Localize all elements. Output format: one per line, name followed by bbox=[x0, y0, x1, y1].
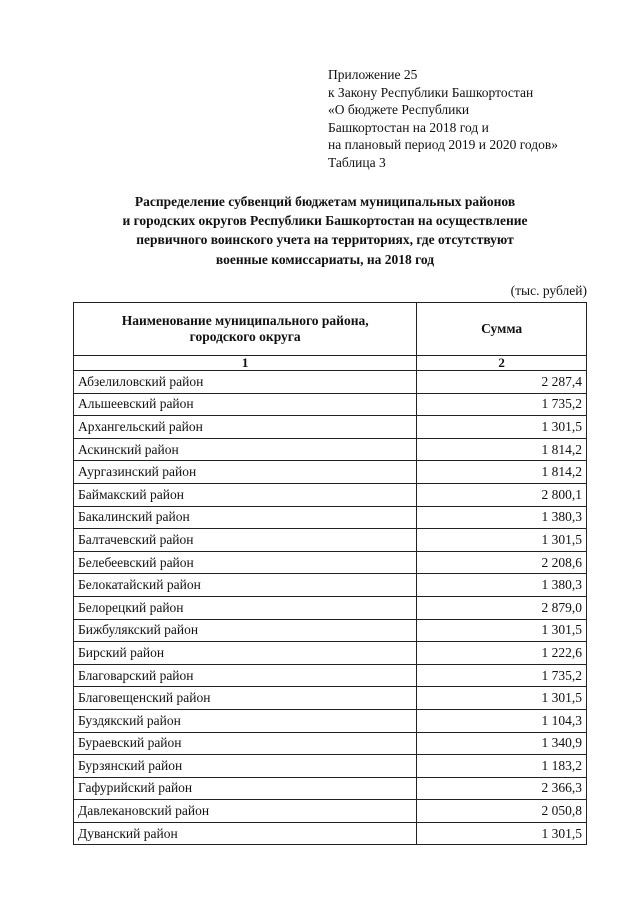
sum-cell: 1 380,3 bbox=[417, 506, 587, 529]
table-row bbox=[74, 551, 587, 574]
sum-cell: 1 814,2 bbox=[417, 461, 587, 484]
district-name-cell: Архангельский район bbox=[74, 416, 417, 439]
table-row bbox=[74, 619, 587, 642]
district-name-cell: Белорецкий район bbox=[74, 596, 417, 619]
table-body bbox=[74, 371, 587, 845]
district-name-cell: Благовещенский район bbox=[74, 687, 417, 710]
law-title-line2: Башкортостан на 2018 год и bbox=[328, 119, 489, 135]
district-name-cell: Бирский район bbox=[74, 642, 417, 665]
column-number-2: 2 bbox=[417, 356, 587, 371]
sum-cell: 2 366,3 bbox=[417, 777, 587, 800]
title-line1: Распределение субвенций бюджетам муниципальных районов bbox=[134, 194, 516, 209]
district-name-cell: Белебеевский район bbox=[74, 551, 417, 574]
district-name-cell: Бураевский район bbox=[74, 732, 417, 755]
law-title-line1: «О бюджете Республики bbox=[328, 102, 470, 118]
district-name-cell: Гафурийский район bbox=[74, 777, 417, 800]
document-title bbox=[60, 192, 590, 269]
sum-cell: 1 301,5 bbox=[417, 416, 587, 439]
title-line2: и городских округов Республики Башкортостан на осуществление bbox=[122, 213, 528, 229]
sum-cell: 2 879,0 bbox=[417, 596, 587, 619]
sum-cell: 1 301,5 bbox=[417, 822, 587, 845]
sum-cell: 1 301,5 bbox=[417, 529, 587, 552]
column-header-name bbox=[74, 303, 417, 356]
sum-cell: 1 735,2 bbox=[417, 393, 587, 416]
appendix-number: Приложение 25 bbox=[328, 67, 418, 82]
district-name-cell: Балтачевский район bbox=[74, 529, 417, 552]
law-title-line3: на плановый период 2019 и 2020 годов» bbox=[328, 137, 559, 153]
column-header-sum: Сумма bbox=[417, 303, 587, 356]
table-row bbox=[74, 709, 587, 732]
table-row bbox=[74, 732, 587, 755]
table-row bbox=[74, 822, 587, 845]
table-row bbox=[74, 664, 587, 687]
table-row bbox=[74, 506, 587, 529]
sum-cell: 1 814,2 bbox=[417, 438, 587, 461]
district-name-cell: Белокатайский район bbox=[74, 574, 417, 597]
sum-cell: 1 104,3 bbox=[417, 709, 587, 732]
table-row bbox=[74, 438, 587, 461]
sum-cell: 1 735,2 bbox=[417, 664, 587, 687]
sum-cell: 1 301,5 bbox=[417, 687, 587, 710]
column-number-row bbox=[74, 356, 587, 371]
sum-cell: 2 287,4 bbox=[417, 371, 587, 394]
table-row bbox=[74, 416, 587, 439]
sum-cell: 2 800,1 bbox=[417, 483, 587, 506]
column-header-name-line1: Наименование муниципального района, bbox=[121, 313, 369, 328]
district-name-cell: Альшеевский район bbox=[74, 393, 417, 416]
table-row bbox=[74, 777, 587, 800]
district-name-cell: Абзелиловский район bbox=[74, 371, 417, 394]
sum-cell: 2 208,6 bbox=[417, 551, 587, 574]
district-name-cell: Давлекановский район bbox=[74, 800, 417, 823]
table-header-row bbox=[74, 303, 587, 356]
table-row bbox=[74, 393, 587, 416]
sum-cell: 1 222,6 bbox=[417, 642, 587, 665]
sum-cell: 1 340,9 bbox=[417, 732, 587, 755]
title-line4: военные комиссариаты, на 2018 год bbox=[215, 251, 435, 267]
district-name-cell: Дуванский район bbox=[74, 822, 417, 845]
table-row bbox=[74, 574, 587, 597]
table-row bbox=[74, 755, 587, 778]
appendix-header bbox=[328, 66, 558, 172]
column-header-name-line2: городского округа bbox=[189, 329, 301, 344]
subvention-table bbox=[73, 302, 587, 845]
sum-cell: 1 301,5 bbox=[417, 619, 587, 642]
district-name-cell: Буздякский район bbox=[74, 709, 417, 732]
district-name-cell: Аскинский район bbox=[74, 438, 417, 461]
district-name-cell: Бакалинский район bbox=[74, 506, 417, 529]
district-name-cell: Аургазинский район bbox=[74, 461, 417, 484]
column-number-1: 1 bbox=[74, 356, 417, 371]
district-name-cell: Баймакский район bbox=[74, 483, 417, 506]
table-row bbox=[74, 461, 587, 484]
sum-cell: 2 050,8 bbox=[417, 800, 587, 823]
table-row bbox=[74, 483, 587, 506]
title-line3: первичного воинского учета на территориях, где отсутствуют bbox=[136, 232, 514, 248]
district-name-cell: Бурзянский район bbox=[74, 755, 417, 778]
table-row bbox=[74, 687, 587, 710]
district-name-cell: Бижбулякский район bbox=[74, 619, 417, 642]
table-row bbox=[74, 371, 587, 394]
sum-cell: 1 183,2 bbox=[417, 755, 587, 778]
table-number: Таблица 3 bbox=[328, 154, 386, 170]
sum-cell: 1 380,3 bbox=[417, 574, 587, 597]
table-row bbox=[74, 642, 587, 665]
table-row bbox=[74, 800, 587, 823]
law-reference: к Закону Республики Башкортостан bbox=[328, 84, 534, 100]
district-name-cell: Благоварский район bbox=[74, 664, 417, 687]
units-label: (тыс. рублей) bbox=[510, 283, 587, 298]
table-row bbox=[74, 596, 587, 619]
table-row bbox=[74, 529, 587, 552]
